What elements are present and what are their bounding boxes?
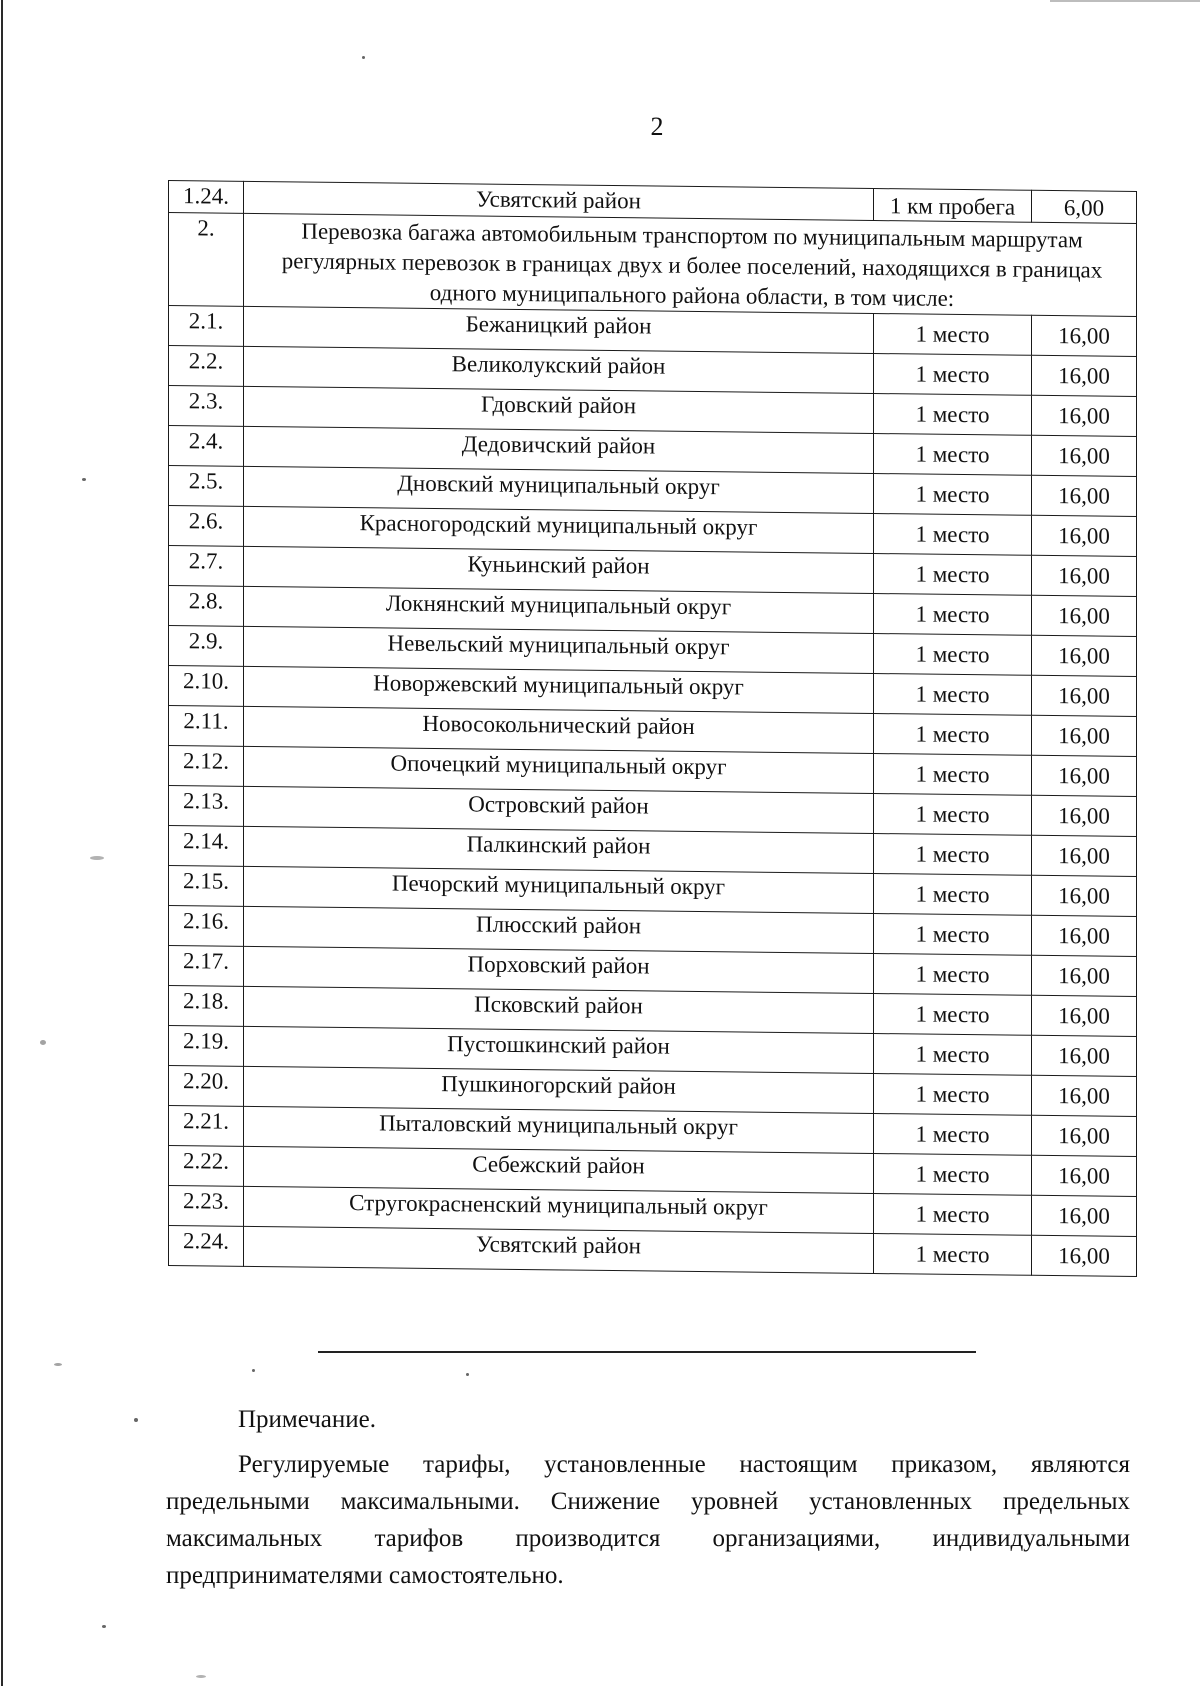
tariff-value: 16,00 <box>1032 1075 1137 1116</box>
scan-speck <box>82 478 86 481</box>
district-name: Новосокольнический район <box>244 706 874 753</box>
district-name: Пыталовский муниципальный округ <box>244 1106 874 1153</box>
unit-of-measure: 1 место <box>874 594 1032 636</box>
unit-of-measure: 1 место <box>874 474 1032 516</box>
scan-speck <box>40 1040 46 1045</box>
tariff-value: 16,00 <box>1032 995 1137 1036</box>
scan-edge-left <box>1 0 3 1686</box>
scan-speck <box>90 856 104 860</box>
row-number: 2.8. <box>169 586 244 627</box>
row-number: 2.21. <box>169 1106 244 1147</box>
unit-of-measure: 1 место <box>874 634 1032 676</box>
row-number: 2.3. <box>169 386 244 427</box>
row-number: 2.5. <box>169 466 244 507</box>
row-number: 2.24. <box>169 1226 244 1267</box>
unit-of-measure: 1 место <box>874 1194 1032 1236</box>
row-number: 2.7. <box>169 546 244 587</box>
row-number: 2.9. <box>169 626 244 667</box>
unit-of-measure: 1 место <box>874 1034 1032 1076</box>
tariff-value: 16,00 <box>1032 555 1137 596</box>
tariff-value: 16,00 <box>1032 1195 1137 1236</box>
district-name: Новоржевский муниципальный округ <box>244 666 874 713</box>
unit-of-measure: 1 место <box>874 1234 1032 1276</box>
district-name: Красногородский муниципальный округ <box>244 506 874 553</box>
section-title: Перевозка багажа автомобильным транспортом по муниципальным маршрутам регулярных перевозок в границах двух и более поселений, находящихся в границах одного муниципального района области, в том числе: <box>244 213 1137 316</box>
scan-speck <box>134 1418 138 1422</box>
tariff-value: 16,00 <box>1032 835 1137 876</box>
unit-of-measure: 1 место <box>874 1074 1032 1116</box>
tariff-value: 16,00 <box>1032 675 1137 716</box>
district-name: Усвятский район <box>244 1226 874 1273</box>
tariff-value: 16,00 <box>1032 955 1137 996</box>
district-name: Себежский район <box>244 1146 874 1193</box>
district-name: Стругокрасненский муниципальный округ <box>244 1186 874 1233</box>
scan-speck <box>252 1369 255 1372</box>
tariff-value: 16,00 <box>1032 635 1137 676</box>
tariff-value: 16,00 <box>1032 355 1137 396</box>
row-number: 2.13. <box>169 786 244 827</box>
row-number: 1.24. <box>169 181 244 214</box>
district-name: Куньинский район <box>244 546 874 593</box>
tariff-value: 16,00 <box>1032 795 1137 836</box>
unit-of-measure: 1 место <box>874 954 1032 996</box>
row-number: 2.4. <box>169 426 244 467</box>
page-number: 2 <box>650 112 664 141</box>
district-name: Дедовичский район <box>244 426 874 473</box>
tariff-value: 16,00 <box>1032 1035 1137 1076</box>
district-name: Опочецкий муниципальный округ <box>244 746 874 793</box>
row-number: 2.18. <box>169 986 244 1027</box>
row-number: 2.15. <box>169 866 244 907</box>
district-name: Пушкиногорский район <box>244 1066 874 1113</box>
tariff-value: 6,00 <box>1032 190 1137 223</box>
note-text: Регулируемые тарифы, установленные настоящим приказом, являются предельными максимальными. Снижение уровней установленных предельных максимальных тарифов производится организациями, индивидуальными предпринимателями самостоятельно. <box>166 1451 1130 1589</box>
district-name: Дновский муниципальный округ <box>244 466 874 513</box>
unit-of-measure: 1 место <box>874 794 1032 836</box>
row-number: 2.19. <box>169 1026 244 1067</box>
scan-speck <box>102 1625 106 1628</box>
tariff-table-body <box>169 181 1137 1277</box>
row-number: 2.22. <box>169 1146 244 1187</box>
unit-of-measure: 1 место <box>874 354 1032 396</box>
tariff-value: 16,00 <box>1032 1235 1137 1276</box>
note-heading: Примечание. <box>238 1406 377 1433</box>
district-name: Великолукский район <box>244 346 874 393</box>
tariff-value: 16,00 <box>1032 1155 1137 1196</box>
unit-of-measure: 1 место <box>874 874 1032 916</box>
district-name: Пустошкинский район <box>244 1026 874 1073</box>
unit-of-measure: 1 место <box>874 1114 1032 1156</box>
unit-of-measure: 1 место <box>874 554 1032 596</box>
district-name: Палкинский район <box>244 826 874 873</box>
tariff-table <box>168 180 1137 1277</box>
row-number: 2.2. <box>169 346 244 387</box>
district-name: Псковский район <box>244 986 874 1033</box>
tariff-value: 16,00 <box>1032 715 1137 756</box>
scan-speck <box>54 1363 62 1366</box>
row-number: 2.23. <box>169 1186 244 1227</box>
unit-of-measure: 1 место <box>874 754 1032 796</box>
tariff-value: 16,00 <box>1032 315 1137 356</box>
row-number: 2.12. <box>169 746 244 787</box>
unit-of-measure: 1 место <box>874 514 1032 556</box>
tariff-value: 16,00 <box>1032 475 1137 516</box>
tariff-value: 16,00 <box>1032 915 1137 956</box>
unit-of-measure: 1 место <box>874 434 1032 476</box>
tariff-value: 16,00 <box>1032 595 1137 636</box>
row-number: 2.6. <box>169 506 244 547</box>
scan-speck <box>466 1373 469 1376</box>
row-number: 2.11. <box>169 706 244 747</box>
scan-speck <box>196 1675 206 1678</box>
row-number: 2.1. <box>169 306 244 347</box>
district-name: Плюсский район <box>244 906 874 953</box>
district-name: Локнянский муниципальный округ <box>244 586 874 633</box>
tariff-value: 16,00 <box>1032 435 1137 476</box>
unit-of-measure: 1 место <box>874 674 1032 716</box>
unit-of-measure: 1 место <box>874 994 1032 1036</box>
district-name: Бежаницкий район <box>244 306 874 353</box>
tariff-value: 16,00 <box>1032 1115 1137 1156</box>
tariff-value: 16,00 <box>1032 515 1137 556</box>
district-name: Порховский район <box>244 946 874 993</box>
district-name: Печорский муниципальный округ <box>244 866 874 913</box>
district-name: Островский район <box>244 786 874 833</box>
unit-of-measure: 1 место <box>874 314 1032 356</box>
district-name: Невельский муниципальный округ <box>244 626 874 673</box>
unit-of-measure: 1 место <box>874 394 1032 436</box>
scan-edge-top <box>1050 0 1200 2</box>
district-name: Усвятский район <box>244 181 874 220</box>
scan-speck <box>362 56 365 59</box>
section-row <box>169 213 1137 317</box>
tariff-value: 16,00 <box>1032 395 1137 436</box>
row-number: 2.10. <box>169 666 244 707</box>
unit-of-measure: 1 место <box>874 1154 1032 1196</box>
row-number: 2.17. <box>169 946 244 987</box>
unit-of-measure: 1 место <box>874 914 1032 956</box>
row-number: 2.20. <box>169 1066 244 1107</box>
unit-of-measure: 1 км пробега <box>874 189 1032 223</box>
row-number: 2.14. <box>169 826 244 867</box>
district-name: Гдовский район <box>244 386 874 433</box>
unit-of-measure: 1 место <box>874 834 1032 876</box>
divider-line <box>318 1351 976 1353</box>
row-number: 2.16. <box>169 906 244 947</box>
tariff-value: 16,00 <box>1032 755 1137 796</box>
section-number: 2. <box>169 213 244 307</box>
unit-of-measure: 1 место <box>874 714 1032 756</box>
tariff-value: 16,00 <box>1032 875 1137 916</box>
